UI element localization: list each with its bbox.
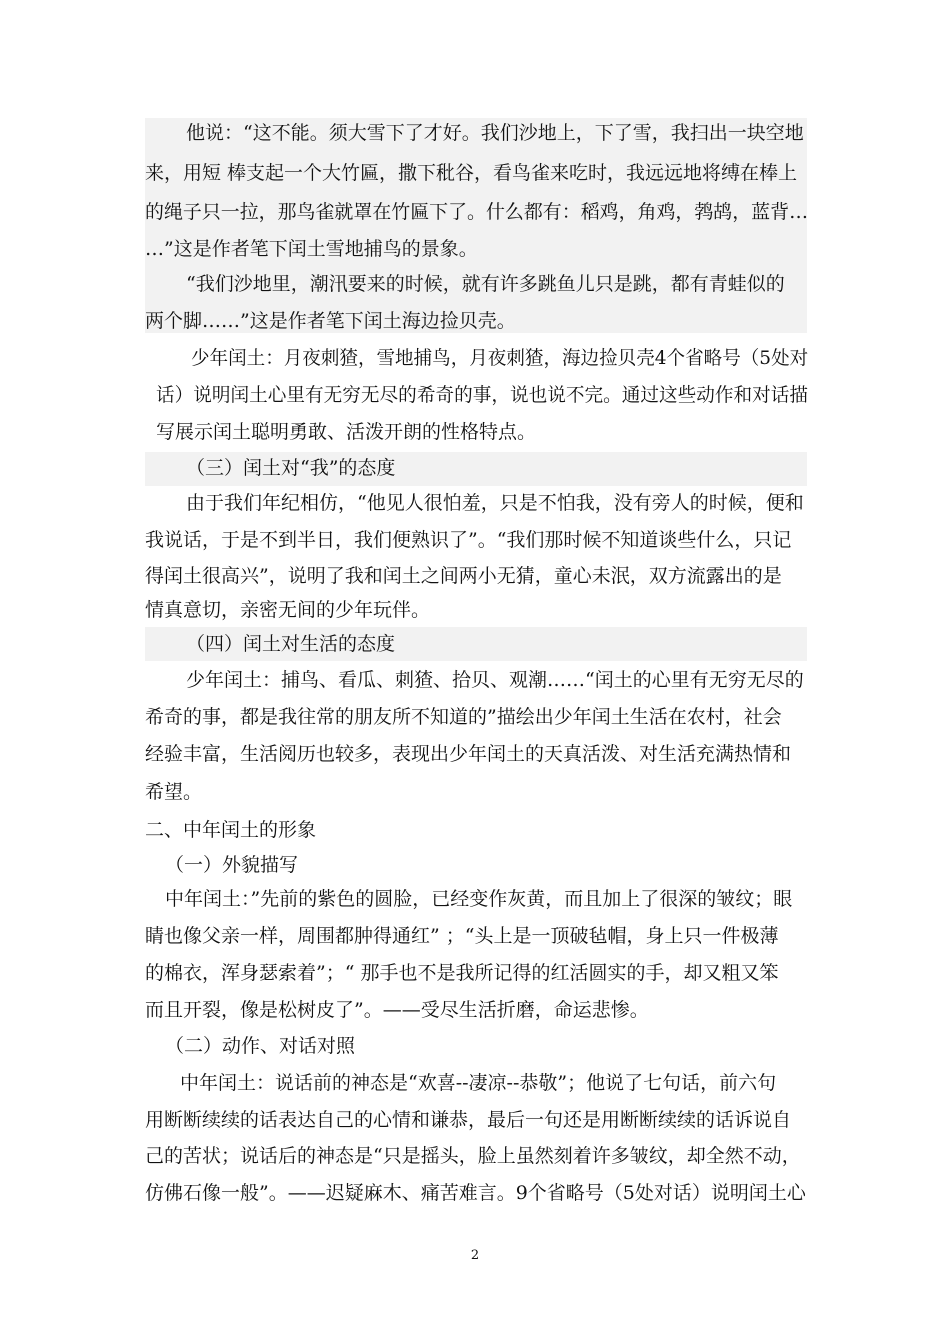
text-line: 得闰土很高兴”，说明了我和闰土之间两小无猜，童心未泯，双方流露出的是 [145,565,782,587]
section-heading: （一）外貌描写 [165,854,299,876]
text-line: 的棉衣，浑身瑟索着”；“ 那手也不是我所记得的红活圆实的手，却又粗又笨 [145,962,779,984]
highlight-block-1 [145,118,807,333]
chapter-heading: 二、中年闰土的形象 [145,819,317,841]
section-heading: （二）动作、对话对照 [165,1035,356,1057]
text-line: 中年闰土：说话前的神态是“欢喜--凄凉--恭敬”；他说了七句话，前六句 [180,1072,777,1094]
text-line: 两个脚……”这是作者笔下闰土海边捡贝壳。 [145,310,516,332]
text-line: 己的苦状；说话后的神态是“只是摇头，脸上虽然刻着许多皱纹，却全然不动， [145,1145,801,1167]
section-heading: （三）闰土对“我”的态度 [186,457,396,479]
text-line: 而且开裂，像是松树皮了”。——受尽生活折磨，命运悲惨。 [145,999,649,1021]
text-line: 仿佛石像一般”。——迟疑麻木、痛苦难言。9个省略号（5处对话）说明闰土心 [145,1182,806,1204]
text-line: 我说话，于是不到半日，我们便熟识了”。“我们那时候不知道谈些什么，只记 [145,529,792,551]
text-line: 话）说明闰土心里有无穷无尽的希奇的事，说也说不完。通过这些动作和对话描 [156,384,809,406]
text-line: “我们沙地里，潮汛要来的时候，就有许多跳鱼儿只是跳，都有青蛙似的 [186,273,785,295]
text-line: 的绳子只一拉，那鸟雀就罩在竹匾下了。什么都有：稻鸡，角鸡，鹁鸪，蓝背… [145,201,809,223]
text-line: 中年闰土：”先前的紫色的圆脸，已经变作灰黄，而且加上了很深的皱纹；眼 [165,888,793,910]
text-line: 用断断续续的话表达自己的心情和谦恭，最后一句还是用断断续续的话诉说自 [145,1109,792,1131]
text-line: 写展示闰土聪明勇敢、活泼开朗的性格特点。 [156,421,537,443]
page-number: 2 [470,1248,480,1263]
text-line: 少年闰土：捕鸟、看瓜、刺猹、拾贝、观潮……“闰土的心里有无穷无尽的 [186,669,804,691]
text-line: 睛也像父亲一样，周围都肿得通红” ；“头上是一顶破毡帽，身上只一件极薄 [145,925,779,947]
text-line: 希望。 [145,781,203,803]
text-line: 情真意切，亲密无间的少年玩伴。 [145,599,431,621]
text-line: 由于我们年纪相仿，“他见人很怕羞，只是不怕我，没有旁人的时候，便和 [186,492,804,514]
text-line: 希奇的事，都是我往常的朋友所不知道的”描绘出少年闰土生活在农村，社会 [145,706,782,728]
section-heading: （四）闰土对生活的态度 [186,633,396,655]
text-line: 他说：“这不能。须大雪下了才好。我们沙地上，下了雪，我扫出一块空地 [186,122,804,144]
text-line: …”这是作者笔下闰土雪地捕鸟的景象。 [145,238,478,260]
text-line: 经验丰富，生活阅历也较多，表现出少年闰土的天真活泼、对生活充满热情和 [145,743,792,765]
text-line: 来，用短 棒支起一个大竹匾，撒下秕谷，看鸟雀来吃时，我远远地将缚在棒上 [145,162,798,184]
text-line: 少年闰土：月夜刺猹，雪地捕鸟，月夜刺猹，海边捡贝壳4个省略号（5处对 [191,347,809,369]
